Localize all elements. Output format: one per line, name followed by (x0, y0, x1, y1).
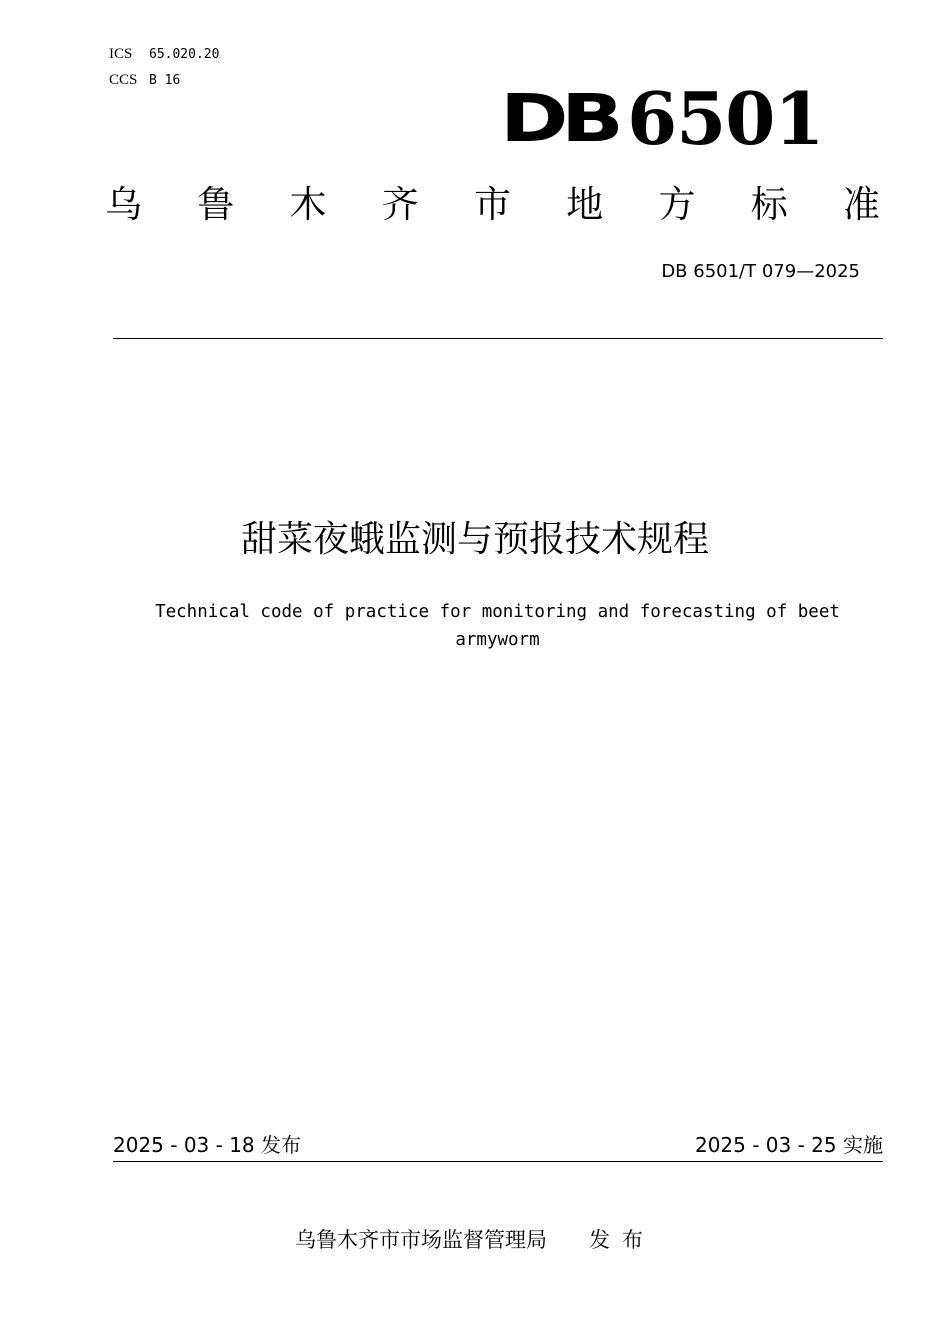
ccs-label: CCS (109, 72, 138, 88)
standard-type-char: 地 (566, 183, 604, 226)
issuer-organization: 乌鲁木齐市市场监督管理局 (295, 1228, 547, 1252)
ccs-classification (109, 71, 180, 90)
issue-date: 2025 - 03 - 18 发布 (113, 1133, 302, 1157)
top-divider (113, 338, 883, 339)
db-logo-number: 6501 (627, 76, 824, 161)
standard-type-heading (105, 180, 880, 230)
standard-type-char: 鲁 (197, 183, 235, 226)
standard-type-char: 方 (658, 183, 696, 226)
db-logo-letters: DB (500, 80, 617, 157)
standard-type-char: 乌 (105, 183, 142, 226)
ccs-value: B 16 (149, 73, 181, 88)
document-title-chinese: 甜菜夜蛾监测与预报技术规程 (240, 519, 709, 560)
ics-value: 65.020.20 (149, 47, 220, 62)
implementation-date: 2025 - 03 - 25 实施 (694, 1133, 883, 1157)
issuer-line (0, 1224, 950, 1256)
bottom-divider (113, 1161, 883, 1162)
ics-classification (109, 45, 219, 64)
standard-type-char: 齐 (381, 183, 419, 226)
standard-type-char: 标 (750, 183, 788, 226)
standard-type-char: 木 (289, 183, 327, 226)
standard-code: DB 6501/T 079—2025 (661, 261, 860, 282)
issuer-action: 发布 (589, 1228, 655, 1252)
standard-type-char: 市 (474, 183, 511, 226)
document-title-english: Technical code of practice for monitoring and forecasting of beet armyworm (155, 602, 840, 650)
standard-type-char: 准 (843, 183, 880, 226)
db-standard-logo (500, 76, 824, 161)
ics-label: ICS (109, 46, 133, 62)
